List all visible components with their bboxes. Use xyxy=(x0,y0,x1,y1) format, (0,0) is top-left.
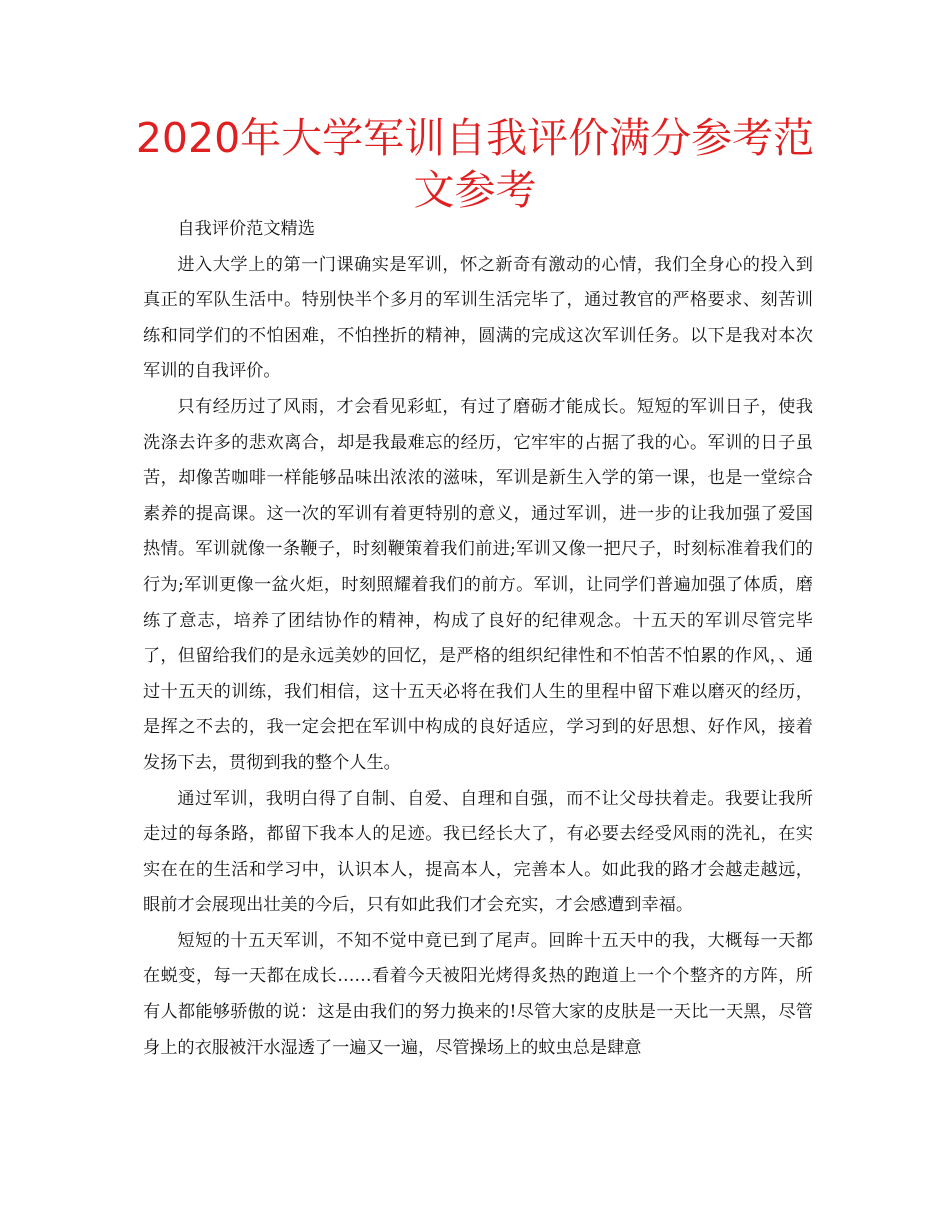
paragraph-growth: 通过军训，我明白得了自制、自爱、自理和自强，而不让父母扶着走。我要让我所走过的每条路，都留下我本人的足迹。我已经长大了，有必要去经受风雨的洗礼，在实实在在的生活和学习中，认识本人，提高本人，完善本人。如此我的路才会越走越远，眼前才会展现出壮美的今后，只有如此我们才会充实，才会感遭到幸福。 xyxy=(143,788,813,916)
paragraph-ending: 短短的十五天军训，不知不觉中竟已到了尾声。回眸十五天中的我，大概每一天都在蜕变，每一天都在成长……看着今天被阳光烤得炙热的跑道上一个个整齐的方阵，所有人都能够骄傲的说：这是由我们的努力换来的!尽管大家的皮肤是一天比一天黑，尽管身上的衣服被汗水湿透了一遍又一遍，尽管操场上的蚊虫总是肆意 xyxy=(143,930,813,1058)
document-body xyxy=(143,212,813,1066)
paragraph-experience: 只有经历过了风雨，才会看见彩虹，有过了磨砺才能成长。短短的军训日子，使我洗涤去许多的悲欢离合，却是我最难忘的经历，它牢牢的占据了我的心。军训的日子虽苦，却像苦咖啡一样能够品味出浓浓的滋味，军训是新生入学的第一课，也是一堂综合素养的提高课。这一次的军训有着更特别的意义，通过军训，进一步的让我加强了爱国热情。军训就像一条鞭子，时刻鞭策着我们前进;军训又像一把尺子，时刻标准着我们的行为;军训更像一盆火炬，时刻照耀着我们的前方。军训，让同学们普遍加强了体质，磨练了意志，培养了团结协作的精神，构成了良好的纪律观念。十五天的军训尽管完毕了，但留给我们的是永远美妙的回忆，是严格的组织纪律性和不怕苦不怕累的作风，、通过十五天的训练，我们相信，这十五天必将在我们人生的里程中留下难以磨灭的经历，是挥之不去的，我一定会把在军训中构成的良好适应，学习到的好思想、好作风，接着发扬下去，贯彻到我的整个人生。 xyxy=(143,396,813,773)
section-heading: 自我评价范文精选 xyxy=(177,219,315,239)
paragraph-intro: 进入大学上的第一门课确实是军训，怀之新奇有激动的心情，我们全身心的投入到真正的军队生活中。特别快半个多月的军训生活完毕了，通过教官的严格要求、刻苦训练和同学们的不怕困难，不怕挫折的精神，圆满的完成这次军训任务。以下是我对本次军训的自我评价。 xyxy=(143,254,813,382)
document-title: 2020年大学军训自我评价满分参考范文参考 xyxy=(135,114,815,214)
